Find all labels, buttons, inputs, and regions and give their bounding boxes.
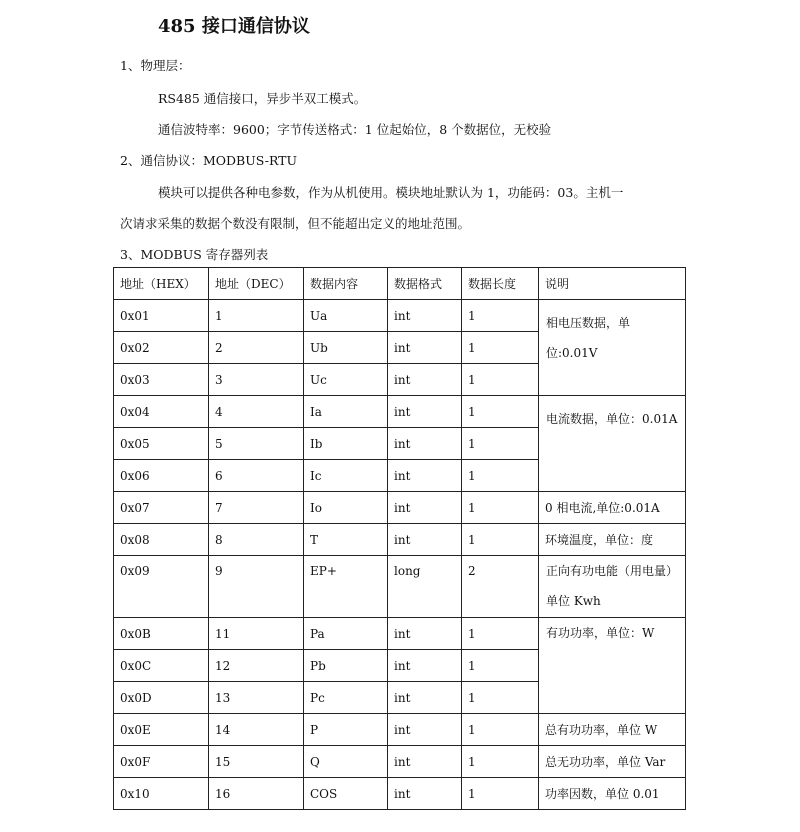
cell-hex: 0x08 xyxy=(114,524,209,556)
cell-format: int xyxy=(388,650,462,682)
note-power-factor: 功率因数，单位 0.01 xyxy=(539,778,686,810)
cell-content: Uc xyxy=(304,364,388,396)
header-address-dec: 地址（DEC） xyxy=(209,268,304,300)
cell-content: Ib xyxy=(304,428,388,460)
note-temperature: 环境温度，单位：度 xyxy=(539,524,686,556)
table-row xyxy=(114,396,686,428)
cell-dec: 2 xyxy=(209,332,304,364)
cell-dec: 13 xyxy=(209,682,304,714)
header-data-content: 数据内容 xyxy=(304,268,388,300)
cell-format: long xyxy=(388,556,462,618)
cell-hex: 0x10 xyxy=(114,778,209,810)
table-row xyxy=(114,524,686,556)
cell-content: Ia xyxy=(304,396,388,428)
cell-length: 1 xyxy=(462,428,539,460)
cell-content: Pb xyxy=(304,650,388,682)
cell-content: Io xyxy=(304,492,388,524)
cell-dec: 7 xyxy=(209,492,304,524)
cell-format: int xyxy=(388,492,462,524)
cell-content: Ic xyxy=(304,460,388,492)
cell-content: COS xyxy=(304,778,388,810)
cell-length: 1 xyxy=(462,460,539,492)
cell-format: int xyxy=(388,332,462,364)
table-row xyxy=(114,618,686,650)
header-address-hex: 地址（HEX） xyxy=(114,268,209,300)
cell-dec: 15 xyxy=(209,746,304,778)
cell-length: 1 xyxy=(462,300,539,332)
cell-dec: 9 xyxy=(209,556,304,618)
cell-length: 1 xyxy=(462,746,539,778)
cell-format: int xyxy=(388,682,462,714)
section3-heading: 3、MODBUS 寄存器列表 xyxy=(120,247,269,262)
cell-length: 1 xyxy=(462,364,539,396)
cell-length: 1 xyxy=(462,332,539,364)
cell-format: int xyxy=(388,300,462,332)
cell-dec: 5 xyxy=(209,428,304,460)
cell-length: 1 xyxy=(462,618,539,650)
physical-layer-line2: 通信波特率：9600；字节传送格式：1 位起始位，8 个数据位，无校验 xyxy=(158,122,552,137)
table-row xyxy=(114,556,686,618)
cell-format: int xyxy=(388,778,462,810)
cell-hex: 0x0B xyxy=(114,618,209,650)
cell-length: 1 xyxy=(462,650,539,682)
table-row xyxy=(114,778,686,810)
cell-dec: 11 xyxy=(209,618,304,650)
cell-hex: 0x04 xyxy=(114,396,209,428)
cell-length: 1 xyxy=(462,714,539,746)
cell-hex: 0x09 xyxy=(114,556,209,618)
cell-dec: 1 xyxy=(209,300,304,332)
cell-hex: 0x05 xyxy=(114,428,209,460)
cell-content: Pc xyxy=(304,682,388,714)
cell-content: T xyxy=(304,524,388,556)
cell-hex: 0x0C xyxy=(114,650,209,682)
cell-format: int xyxy=(388,714,462,746)
header-data-format: 数据格式 xyxy=(388,268,462,300)
cell-format: int xyxy=(388,524,462,556)
cell-dec: 6 xyxy=(209,460,304,492)
protocol-paragraph-line1: 模块可以提供各种电参数，作为从机使用。模块地址默认为 1，功能码：03。主机一 xyxy=(158,185,624,200)
cell-content: Pa xyxy=(304,618,388,650)
cell-content: EP+ xyxy=(304,556,388,618)
cell-format: int xyxy=(388,618,462,650)
note-active-energy: 正向有功电能（用电量）单位 Kwh xyxy=(539,556,686,618)
cell-format: int xyxy=(388,364,462,396)
cell-length: 2 xyxy=(462,556,539,618)
cell-dec: 14 xyxy=(209,714,304,746)
section1-heading: 1、物理层： xyxy=(120,58,191,73)
header-data-length: 数据长度 xyxy=(462,268,539,300)
cell-format: int xyxy=(388,460,462,492)
note-neutral-current: 0 相电流,单位:0.01A xyxy=(539,492,686,524)
cell-hex: 0x0D xyxy=(114,682,209,714)
cell-format: int xyxy=(388,746,462,778)
cell-dec: 3 xyxy=(209,364,304,396)
table-header-row xyxy=(114,268,686,300)
note-current: 电流数据，单位：0.01A xyxy=(539,396,686,492)
modbus-register-table xyxy=(113,267,686,810)
cell-dec: 12 xyxy=(209,650,304,682)
cell-length: 1 xyxy=(462,396,539,428)
table-row xyxy=(114,746,686,778)
cell-length: 1 xyxy=(462,492,539,524)
cell-dec: 16 xyxy=(209,778,304,810)
cell-content: Ua xyxy=(304,300,388,332)
note-total-active-power: 总有功功率，单位 W xyxy=(539,714,686,746)
cell-hex: 0x02 xyxy=(114,332,209,364)
page-title: 485 接口通信协议 xyxy=(158,16,310,37)
cell-hex: 0x0F xyxy=(114,746,209,778)
table-row xyxy=(114,714,686,746)
note-total-reactive-power: 总无功功率，单位 Var xyxy=(539,746,686,778)
cell-hex: 0x03 xyxy=(114,364,209,396)
note-active-power: 有功功率，单位：W xyxy=(539,618,686,714)
note-phase-voltage: 相电压数据，单位:0.01V xyxy=(539,300,686,396)
cell-length: 1 xyxy=(462,524,539,556)
cell-hex: 0x06 xyxy=(114,460,209,492)
table-row xyxy=(114,300,686,332)
cell-dec: 4 xyxy=(209,396,304,428)
cell-hex: 0x07 xyxy=(114,492,209,524)
cell-content: Ub xyxy=(304,332,388,364)
cell-format: int xyxy=(388,396,462,428)
table-row xyxy=(114,492,686,524)
cell-length: 1 xyxy=(462,778,539,810)
cell-hex: 0x01 xyxy=(114,300,209,332)
cell-length: 1 xyxy=(462,682,539,714)
cell-content: Q xyxy=(304,746,388,778)
protocol-paragraph-line2: 次请求采集的数据个数没有限制，但不能超出定义的地址范围。 xyxy=(120,216,471,231)
header-description: 说明 xyxy=(539,268,686,300)
physical-layer-line1: RS485 通信接口，异步半双工模式。 xyxy=(158,91,367,106)
cell-dec: 8 xyxy=(209,524,304,556)
section2-heading: 2、通信协议：MODBUS-RTU xyxy=(120,153,298,168)
cell-content: P xyxy=(304,714,388,746)
cell-hex: 0x0E xyxy=(114,714,209,746)
cell-format: int xyxy=(388,428,462,460)
